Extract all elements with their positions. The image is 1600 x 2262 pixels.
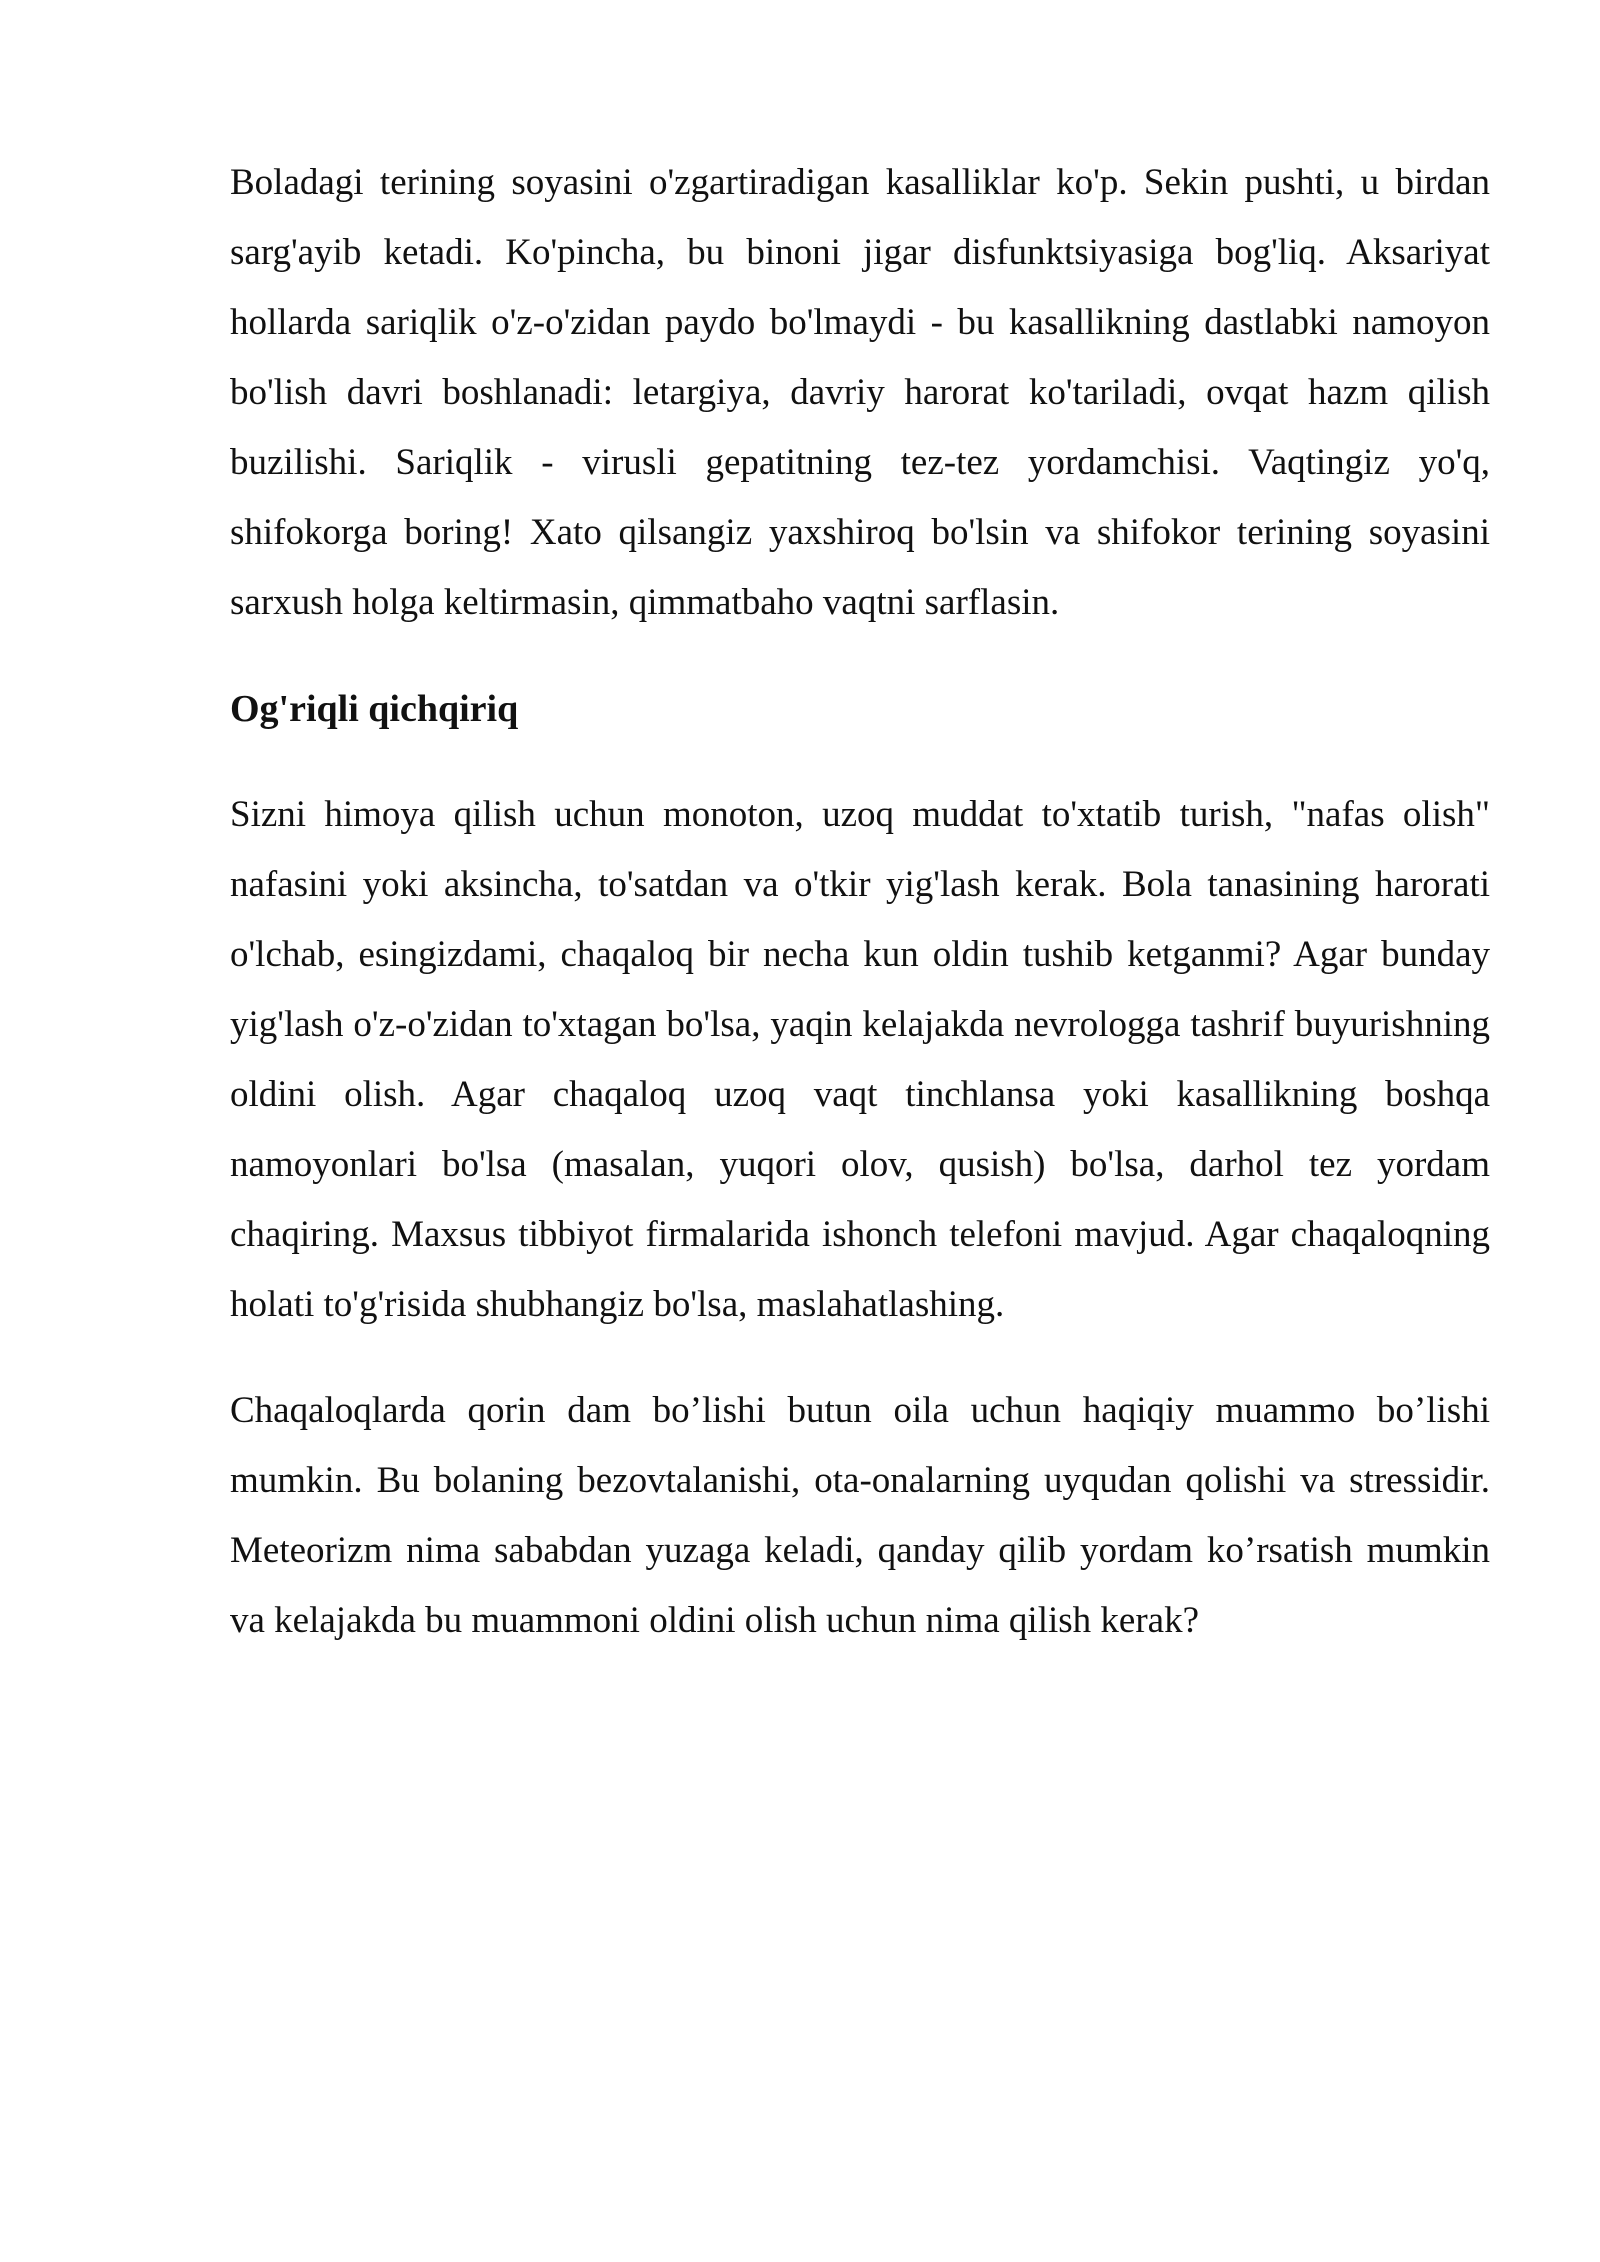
document-body bbox=[230, 148, 1490, 1656]
paragraph-colic: Chaqaloqlarda qorin dam bo’lishi butun oila uchun haqiqiy muammo bo’lishi mumkin. Bu bolaning bezovtalanishi, ota-onalarning uyqudan qolishi va stressidir. Meteorizm nima sababdan yuzaga keladi, qanday qilib yordam ko’rsatish mumkin va kelajakda bu muammoni oldini olish uchun nima qilish kerak? bbox=[230, 1390, 1490, 1641]
section-heading: Og'riqli qichqiriq bbox=[230, 688, 519, 730]
paragraph-jaundice: Boladagi terining soyasini o'zgartiradigan kasalliklar ko'p. Sekin pushti, u birdan sarg'ayib ketadi. Ko'pincha, bu binoni jigar disfunktsiyasiga bog'liq. Aksariyat hollarda sariqlik o'z-o'zidan paydo bo'lmaydi - bu kasallikning dastlabki namoyon bo'lish davri boshlanadi: letargiya, davriy harorat ko'tariladi, ovqat hazm qilish buzilishi. Sariqlik - virusli gepatitning tez-tez yordamchisi. Vaqtingiz yo'q, shifokorga boring! Xato qilsangiz yaxshiroq bo'lsin va shifokor terining soyasini sarxush holga keltirmasin, qimmatbaho vaqtni sarflasin. bbox=[230, 162, 1490, 623]
paragraph-crying: Sizni himoya qilish uchun monoton, uzoq muddat to'xtatib turish, "nafas olish" nafasini yoki aksincha, to'satdan va o'tkir yig'lash kerak. Bola tanasining harorati o'lchab, esingizdami, chaqaloq bir necha kun oldin tushib ketganmi? Agar bunday yig'lash o'z-o'zidan to'xtagan bo'lsa, yaqin kelajakda nevrologga tashrif buyurishning oldini olish. Agar chaqaloq uzoq vaqt tinchlansa yoki kasallikning boshqa namoyonlari bo'lsa (masalan, yuqori olov, qusish) bo'lsa, darhol tez yordam chaqiring. Maxsus tibbiyot firmalarida ishonch telefoni mavjud. Agar chaqaloqning holati to'g'risida shubhangiz bo'lsa, maslahatlashing. bbox=[230, 794, 1490, 1325]
